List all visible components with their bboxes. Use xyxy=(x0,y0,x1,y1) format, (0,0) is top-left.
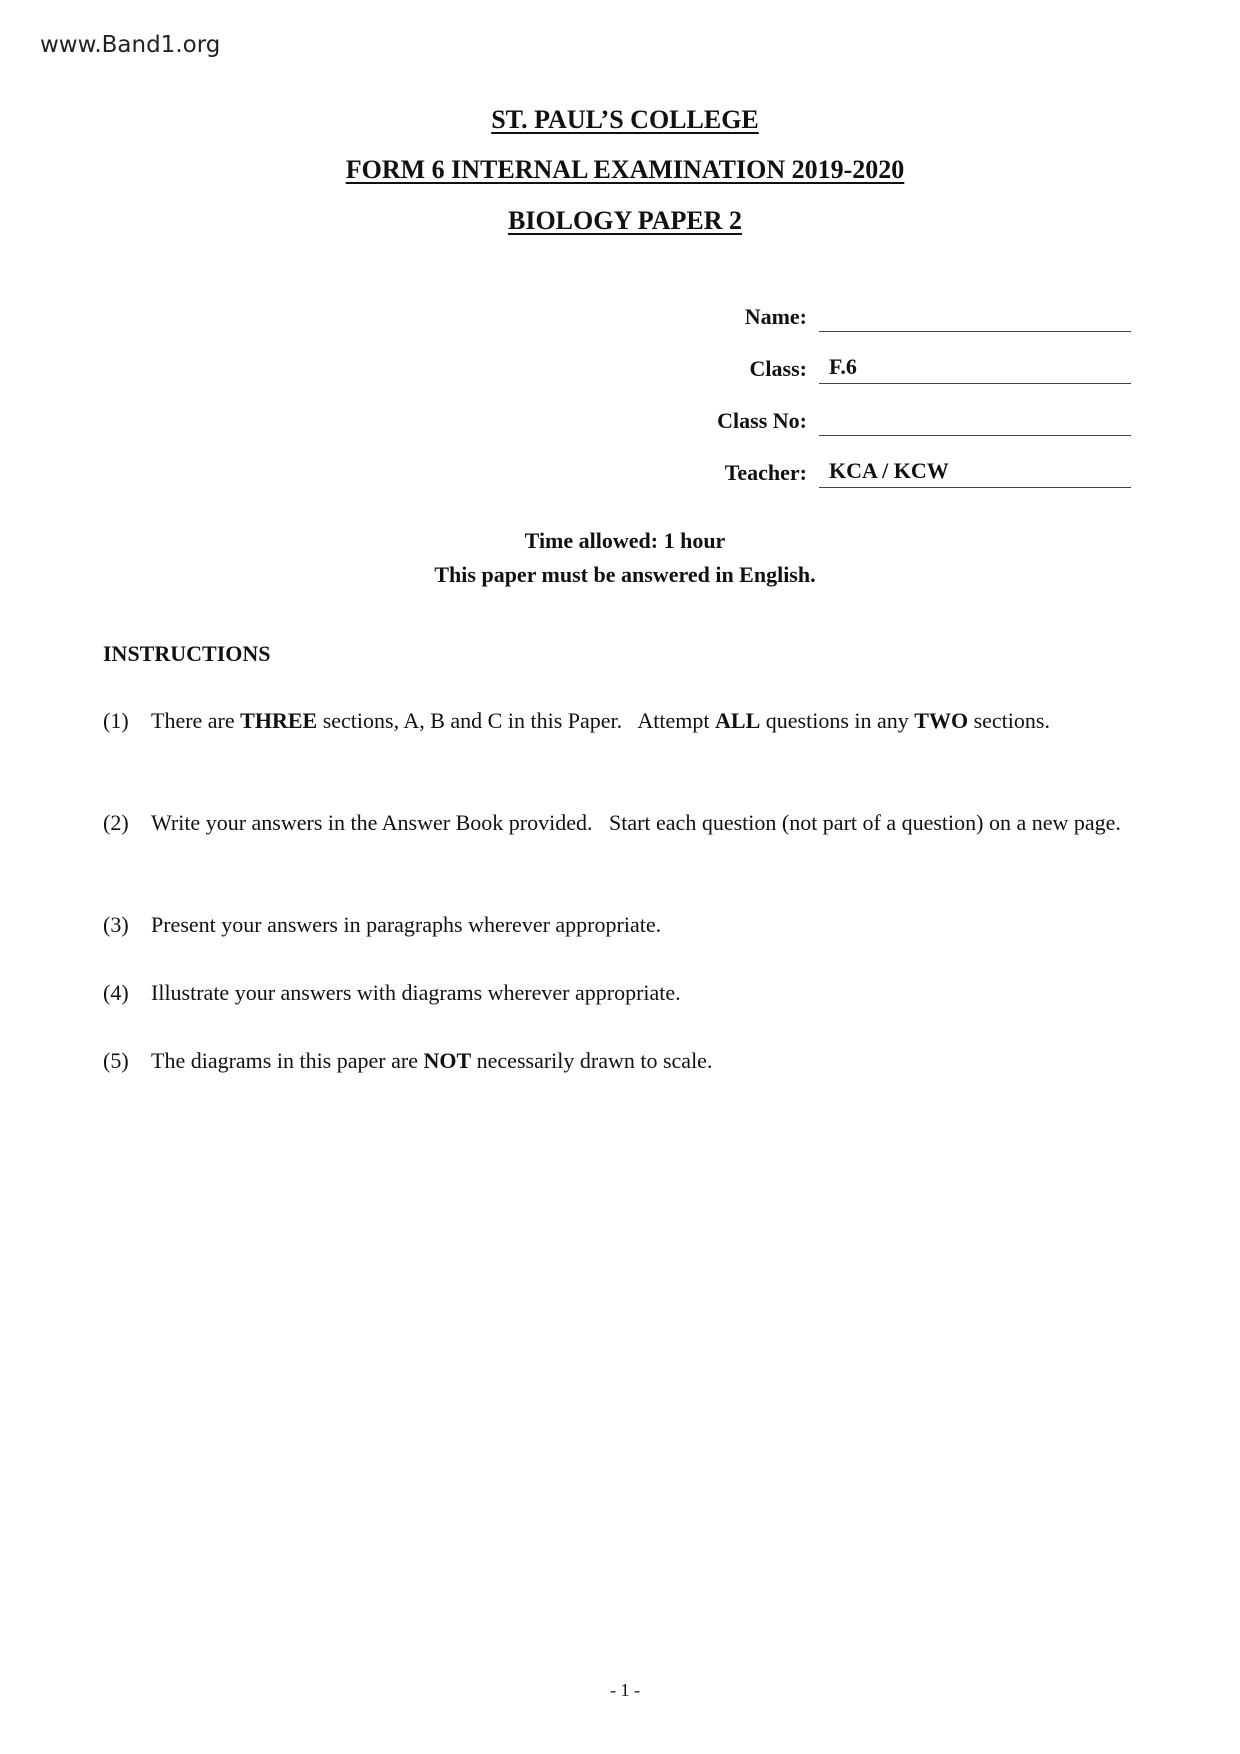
class-label: Class: xyxy=(749,356,807,381)
emphasis: ALL xyxy=(715,708,761,733)
teacher-field[interactable]: KCA / KCW xyxy=(819,458,1131,488)
text-run: sections, A, B and C in this Paper. Attempt xyxy=(317,708,716,733)
emphasis: NOT xyxy=(423,1048,472,1073)
language-note: This paper must be answered in English. xyxy=(434,562,816,587)
instruction-number: (2) xyxy=(103,810,129,835)
class-field[interactable]: F.6 xyxy=(819,354,1131,384)
school-title xyxy=(0,105,1240,135)
instruction-text xyxy=(151,976,1147,1010)
instruction-text xyxy=(151,908,1147,942)
name-label: Name: xyxy=(744,304,807,329)
instruction-text xyxy=(151,806,1147,840)
class-no-label: Class No: xyxy=(717,408,807,433)
instruction-number: (1) xyxy=(103,708,129,733)
emphasis: THREE xyxy=(240,708,318,733)
time-allowed: Time allowed: 1 hour xyxy=(524,528,726,553)
instruction-number: (5) xyxy=(103,1048,129,1073)
text-run: necessarily drawn to scale. xyxy=(471,1048,713,1073)
page-number: - 1 - xyxy=(610,1680,640,1700)
text-run: There are xyxy=(151,708,241,733)
class-no-field[interactable] xyxy=(819,406,1131,436)
text-run: questions in any xyxy=(760,708,915,733)
text-run: sections. xyxy=(968,708,1050,733)
instruction-text xyxy=(151,1044,1147,1078)
instructions-heading: INSTRUCTIONS xyxy=(103,641,271,666)
text-run: Present your answers in paragraphs wherever appropriate. xyxy=(151,912,662,937)
instruction-number: (4) xyxy=(103,980,129,1005)
name-field[interactable] xyxy=(819,302,1131,332)
text-run: Write your answers in the Answer Book provided. Start each question (not part of a question) on a new page. xyxy=(151,810,1121,835)
text-run: Illustrate your answers with diagrams wherever appropriate. xyxy=(151,980,681,1005)
paper-name: BIOLOGY PAPER 2 xyxy=(507,206,742,235)
text-run: The diagrams in this paper are xyxy=(151,1048,424,1073)
teacher-label: Teacher: xyxy=(724,460,807,485)
exam-title xyxy=(0,155,1240,185)
instruction-text xyxy=(151,704,1147,738)
school-name: ST. PAUL’S COLLEGE xyxy=(491,105,759,134)
watermark: www.Band1.org xyxy=(40,32,221,58)
paper-title xyxy=(0,206,1240,236)
emphasis: TWO xyxy=(914,708,969,733)
exam-name: FORM 6 INTERNAL EXAMINATION 2019-2020 xyxy=(345,155,905,184)
instruction-number: (3) xyxy=(103,912,129,937)
